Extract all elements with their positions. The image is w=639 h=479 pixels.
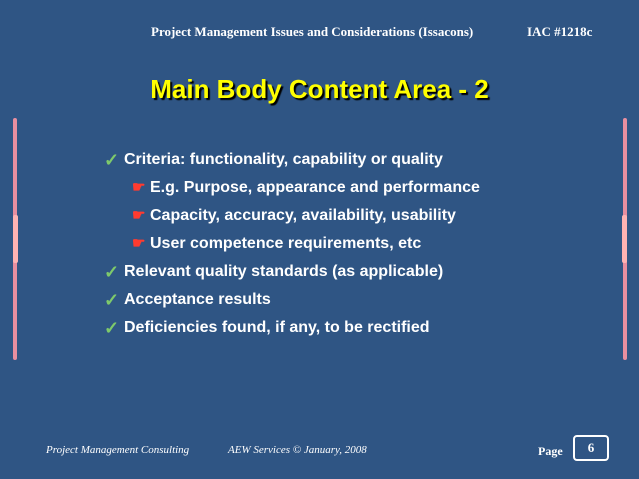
sub-bullet-text: E.g. Purpose, appearance and performance xyxy=(150,179,480,196)
page-number: 6 xyxy=(587,440,595,455)
bullet-item xyxy=(104,146,604,174)
pointing-hand-icon: ☛ xyxy=(132,179,146,196)
sub-bullet-item xyxy=(104,202,604,230)
bullet-text: Acceptance results xyxy=(124,291,271,308)
slide-title: Main Body Content Area - 2 xyxy=(150,74,489,104)
check-icon: ✓ xyxy=(104,150,120,170)
sub-bullet-item xyxy=(104,174,604,202)
bullet-item xyxy=(104,314,604,342)
footer-credit: AEW Services © January, 2008 xyxy=(228,444,367,456)
page-label: Page xyxy=(538,444,563,458)
sub-bullet-text: User competence requirements, etc xyxy=(150,235,422,252)
right-decor-highlight xyxy=(622,215,627,263)
bullet-item xyxy=(104,286,604,314)
page-number-box xyxy=(573,435,609,461)
course-title: Project Management Issues and Considerations (Issacons) xyxy=(151,24,474,39)
pointing-hand-icon: ☛ xyxy=(132,207,146,224)
bullet-item xyxy=(104,258,604,286)
check-icon: ✓ xyxy=(104,290,120,310)
bullet-list xyxy=(104,146,604,342)
footer-company: Project Management Consulting xyxy=(46,444,190,456)
sub-bullet-text: Capacity, accuracy, availability, usability xyxy=(150,207,456,224)
bullet-text: Criteria: functionality, capability or quality xyxy=(124,151,443,168)
left-decor-highlight xyxy=(13,215,18,263)
sub-bullet-item xyxy=(104,230,604,258)
check-icon: ✓ xyxy=(104,318,120,338)
slide-header xyxy=(0,24,639,42)
pointing-hand-icon: ☛ xyxy=(132,235,146,252)
bullet-text: Deficiencies found, if any, to be rectified xyxy=(124,319,430,336)
course-code: IAC #1218c xyxy=(527,24,593,39)
check-icon: ✓ xyxy=(104,262,120,282)
bullet-text: Relevant quality standards (as applicable) xyxy=(124,263,444,280)
